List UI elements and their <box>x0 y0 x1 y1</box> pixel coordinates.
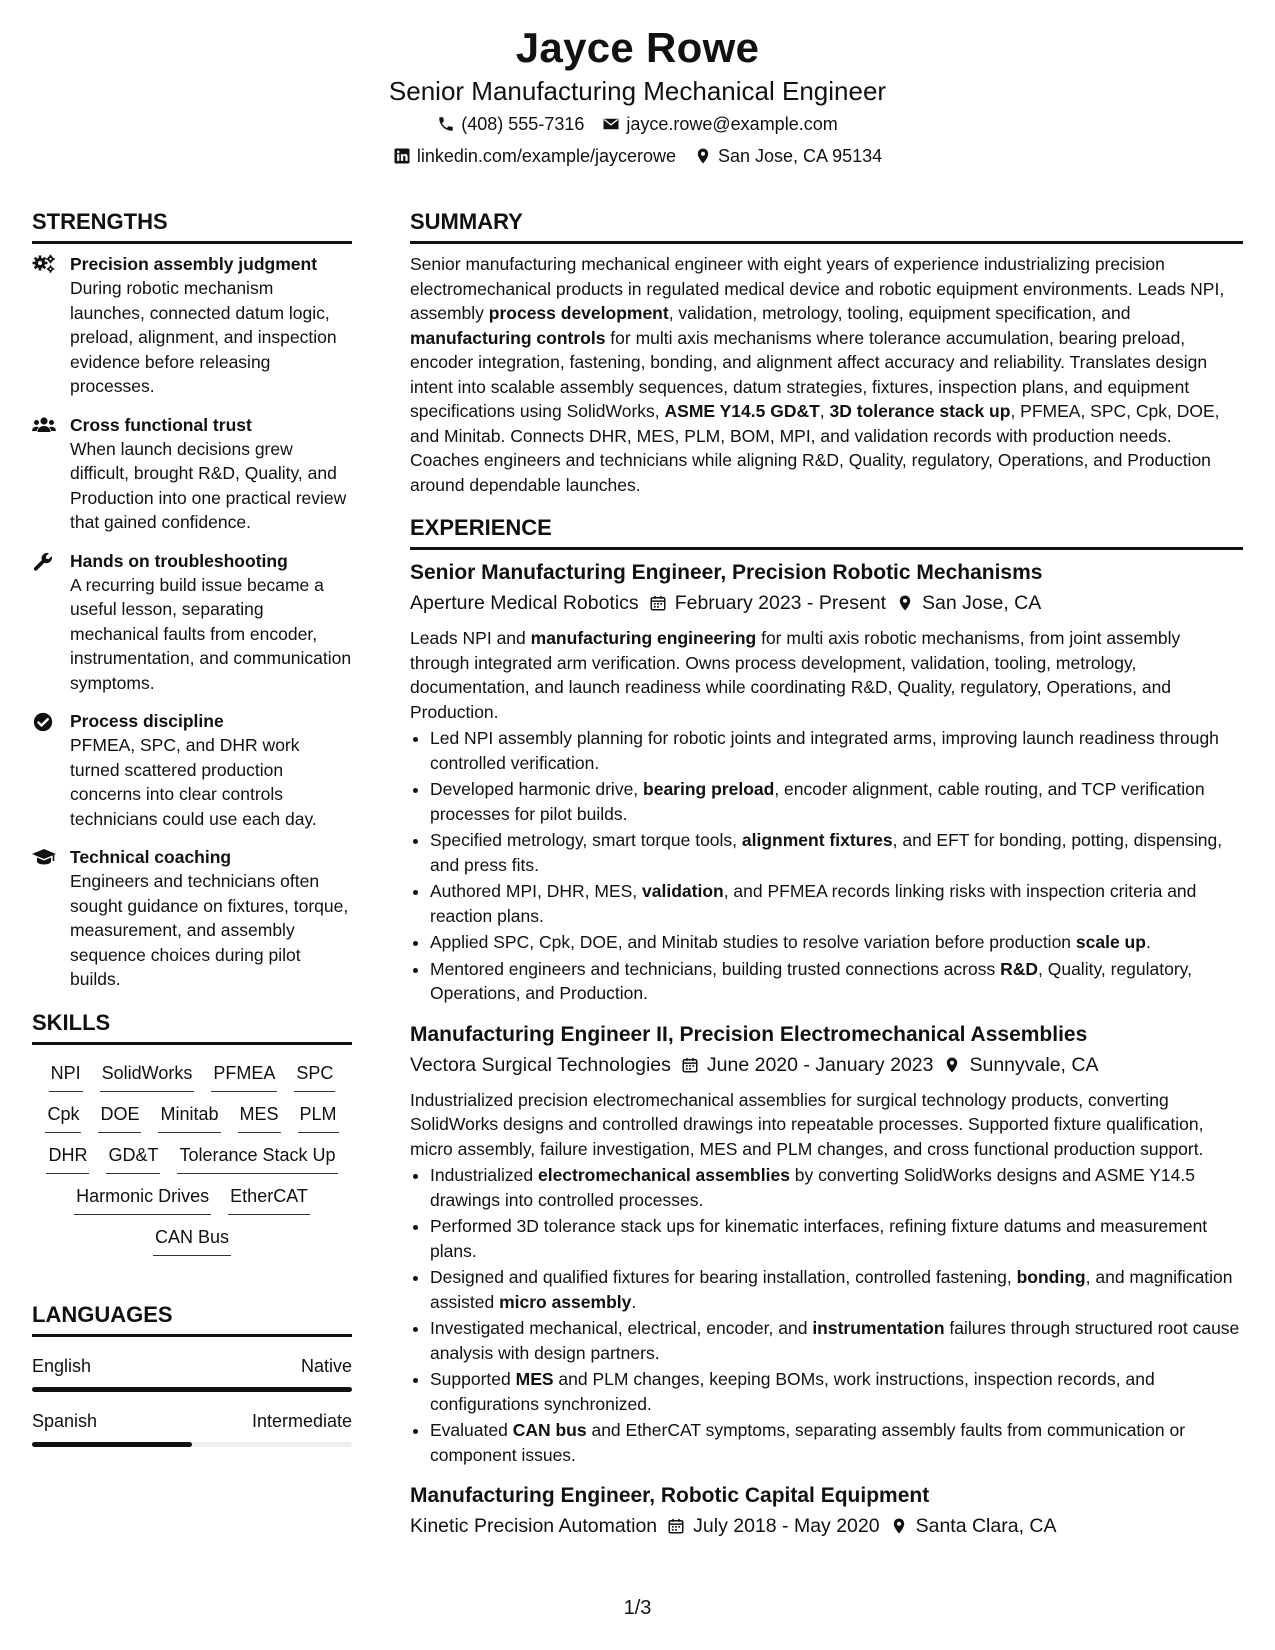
skill-tag: SPC <box>294 1059 335 1092</box>
map-pin-icon <box>943 1055 961 1075</box>
strength-item <box>32 845 352 992</box>
strengths-list <box>32 252 352 992</box>
experience-heading: EXPERIENCE <box>410 513 1243 550</box>
job-title: Senior Manufacturing Engineer, Precision Robotic Mechanisms <box>410 561 1043 584</box>
map-pin-icon <box>896 593 914 613</box>
job-bullet: • Industrialized electromechanical assemblies by converting SolidWorks designs and ASME Y14.5 drawings into controlled processes. <box>430 1163 1243 1212</box>
skill-tag: NPI <box>49 1059 83 1092</box>
language-proficiency-bar <box>32 1387 352 1392</box>
skill-tag: EtherCAT <box>228 1182 310 1215</box>
right-column <box>410 207 1243 1555</box>
skill-tag: Harmonic Drives <box>74 1182 211 1215</box>
language-proficiency-bar <box>32 1442 352 1447</box>
calendar-icon <box>667 1517 685 1535</box>
location-text: San Jose, CA 95134 <box>718 146 883 166</box>
languages-heading: LANGUAGES <box>32 1300 352 1337</box>
phone-icon <box>437 115 455 133</box>
strength-item <box>32 549 352 696</box>
strength-item <box>32 709 352 831</box>
job-meta <box>410 588 1243 618</box>
job-bullet: • Mentored engineers and technicians, building trusted connections across R&D, Quality, regulatory, Operations, and Production. <box>430 957 1243 1006</box>
linkedin-text[interactable]: linkedin.com/example/jaycerowe <box>416 146 676 166</box>
strength-title: Process discipline <box>70 711 224 731</box>
check-circle-icon <box>32 709 58 831</box>
skill-tag: PLM <box>298 1100 339 1133</box>
skill-tag: SolidWorks <box>100 1059 195 1092</box>
skill-tag: Cpk <box>45 1100 81 1133</box>
job-description: Leads NPI and manufacturing engineering for multi axis robotic mechanisms, from joint assembly through integrated arm verification. Owns process development, validation, tooling, metrology, documentation, and launch readiness while coordinating R&D, Quality, regulatory, Operations, and Production. <box>410 628 1181 722</box>
job-bullet: • Specified metrology, smart torque tools, alignment fixtures, and EFT for bonding, potting, dispensing, and press fits. <box>430 828 1243 877</box>
skill-tag: DHR <box>46 1141 89 1174</box>
envelope-icon <box>602 115 620 133</box>
job-dates <box>667 1511 879 1541</box>
linkedin-icon <box>393 147 411 165</box>
job-bullet: • Designed and qualified fixtures for bearing installation, controlled fastening, bonding, and magnification assisted micro assembly. <box>430 1265 1243 1314</box>
strength-description: During robotic mechanism launches, connected datum logic, preload, alignment, and inspection evidence before releasing processes. <box>70 278 337 396</box>
job-bullet: • Supported MES and PLM changes, keeping BOMs, work instructions, inspection records, and configurations synchronized. <box>430 1367 1243 1416</box>
map-pin-icon <box>890 1516 908 1536</box>
language-name: Spanish <box>32 1410 98 1431</box>
job-location <box>943 1050 1098 1080</box>
candidate-title: Senior Manufacturing Mechanical Engineer <box>388 76 887 106</box>
strength-title: Precision assembly judgment <box>70 254 318 274</box>
summary-heading: SUMMARY <box>410 207 1243 244</box>
job-title: Manufacturing Engineer II, Precision Electromechanical Assemblies <box>410 1022 1088 1046</box>
job-bullet: • Led NPI assembly planning for robotic joints and integrated arms, improving launch readiness through controlled verification. <box>430 726 1243 775</box>
experience-list <box>410 558 1243 1541</box>
strengths-heading: STRENGTHS <box>32 207 352 244</box>
map-pin-icon <box>694 147 712 165</box>
job-dates-text: June 2020 - January 2023 <box>706 1053 934 1076</box>
job-location <box>896 588 1041 618</box>
job-bullet: • Evaluated CAN bus and EtherCAT symptoms, separating assembly faults from communication or component issues. <box>430 1418 1243 1467</box>
language-proficiency-fill <box>32 1387 352 1392</box>
skill-tag: CAN Bus <box>153 1223 231 1256</box>
job-dates <box>681 1050 934 1080</box>
strength-description: When launch decisions grew difficult, brought R&D, Quality, and Production into one practical review that gained confidence. <box>70 438 347 532</box>
job-entry <box>410 558 1243 1006</box>
job-title: Manufacturing Engineer, Robotic Capital Equipment <box>410 1484 930 1507</box>
gears-icon <box>32 252 58 399</box>
language-item <box>32 1353 352 1392</box>
users-icon <box>32 413 58 535</box>
strength-body <box>70 549 352 696</box>
job-dates-text: July 2018 - May 2020 <box>693 1515 880 1537</box>
wrench-icon <box>32 549 58 696</box>
job-bullets <box>410 726 1243 1006</box>
language-item <box>32 1408 352 1447</box>
job-bullet: • Developed harmonic drive, bearing preload, encoder alignment, cable routing, and TCP verification processes for pilot builds. <box>430 777 1243 826</box>
job-dates-text: February 2023 - Present <box>674 592 887 614</box>
skill-tag: MES <box>238 1100 281 1133</box>
skill-tag: DOE <box>98 1100 141 1133</box>
contact-row-2 <box>0 140 1275 172</box>
strength-item <box>32 252 352 399</box>
job-entry <box>410 1020 1243 1468</box>
job-bullet: • Investigated mechanical, electrical, encoder, and instrumentation failures through structured root cause analysis with design partners. <box>430 1316 1243 1365</box>
job-meta <box>410 1511 1243 1541</box>
contact-linkedin[interactable] <box>393 140 676 172</box>
job-company: Aperture Medical Robotics <box>410 592 639 614</box>
contact-row-1 <box>0 108 1275 140</box>
language-level: Intermediate <box>251 1410 352 1431</box>
strength-description: PFMEA, SPC, and DHR work turned scattered production concerns into clear controls technicians could use each day. <box>70 735 317 829</box>
summary-text: Senior manufacturing mechanical engineer with eight years of experience industrializing precision electromechanical products in regulated medical device and robotic equipment environments. Leads NPI, assembly process development, validation, metrology, tooling, equipment specification, and manufacturing controls for multi axis mechanisms where tolerance accumulation, bearing preload, encoder integration, fastening, bonding, and alignment affect accuracy and reliability. Translates design intent into scalable assembly sequences, datum strategies, fixtures, inspection plans, and equipment specifications using SolidWorks, ASME Y14.5 GD&T, 3D tolerance stack up, PFMEA, SPC, Cpk, DOE, and Minitab. Connects DHR, MES, PLM, BOM, MPI, and validation records with production needs. Coaches engineers and technicians while aligning R&D, Quality, regulatory, Operations, and Production around dependable launches. <box>410 254 1225 495</box>
page-number: 1/3 <box>623 1597 652 1619</box>
language-row <box>32 1408 352 1434</box>
language-proficiency-fill <box>32 1442 192 1447</box>
candidate-name: Jayce Rowe <box>515 24 760 71</box>
job-dates <box>649 588 886 618</box>
strength-title: Cross functional trust <box>70 414 252 435</box>
calendar-icon <box>649 594 667 612</box>
strength-description: Engineers and technicians often sought guidance on fixtures, torque, measurement, and assembly sequence choices during pilot builds. <box>70 871 349 989</box>
phone-text: (408) 555-7316 <box>461 114 585 134</box>
language-row <box>32 1353 352 1379</box>
strength-title: Technical coaching <box>70 847 232 867</box>
language-name: English <box>32 1355 92 1376</box>
job-bullets <box>410 1163 1243 1467</box>
job-meta <box>410 1050 1243 1080</box>
languages-list <box>32 1353 352 1447</box>
job-location-text: Santa Clara, CA <box>915 1515 1057 1537</box>
skill-tag: PFMEA <box>211 1059 277 1092</box>
contact-email[interactable] <box>602 108 837 140</box>
skill-tag: GD&T <box>106 1141 160 1174</box>
job-bullet: • Authored MPI, DHR, MES, validation, and PFMEA records linking risks with inspection criteria and reaction plans. <box>430 879 1243 928</box>
email-text[interactable]: jayce.rowe@example.com <box>626 114 838 134</box>
strength-title: Hands on troubleshooting <box>70 550 288 571</box>
job-location-text: San Jose, CA <box>922 592 1042 614</box>
job-location <box>890 1511 1057 1541</box>
job-company: Vectora Surgical Technologies <box>410 1053 671 1076</box>
job-bullet: • Applied SPC, Cpk, DOE, and Minitab studies to resolve variation before production scale up. <box>430 930 1243 955</box>
strength-description: A recurring build issue became a useful lesson, separating mechanical faults from encoder, instrumentation, and communication symptoms. <box>70 574 352 693</box>
contact-location <box>694 140 882 172</box>
graduation-cap-icon <box>32 845 58 992</box>
left-column <box>32 207 352 1447</box>
language-level: Native <box>300 1355 352 1376</box>
strength-body <box>70 252 352 399</box>
calendar-icon <box>681 1056 699 1074</box>
resume-header <box>0 22 1275 172</box>
job-location-text: Sunnyvale, CA <box>969 1053 1099 1076</box>
skills-list <box>32 1053 352 1256</box>
strength-body <box>70 845 352 992</box>
job-company: Kinetic Precision Automation <box>410 1515 658 1537</box>
strength-item <box>32 413 352 535</box>
skill-tag: Tolerance Stack Up <box>177 1141 337 1174</box>
job-bullet: • Performed 3D tolerance stack ups for kinematic interfaces, refining fixture datums and measurement plans. <box>430 1214 1243 1263</box>
job-entry <box>410 1481 1243 1541</box>
skill-tag: Minitab <box>158 1100 220 1133</box>
skills-heading: SKILLS <box>32 1008 352 1045</box>
strength-body <box>70 709 352 831</box>
strength-body <box>70 413 352 535</box>
contact-phone <box>437 108 584 140</box>
job-description: Industrialized precision electromechanical assemblies for surgical technology products, converting SolidWorks designs and controlled drawings into repeatable processes. Supported fixture qualification, micro assembly, failure investigation, MES and PLM changes, and cross functional production support. <box>410 1089 1204 1159</box>
